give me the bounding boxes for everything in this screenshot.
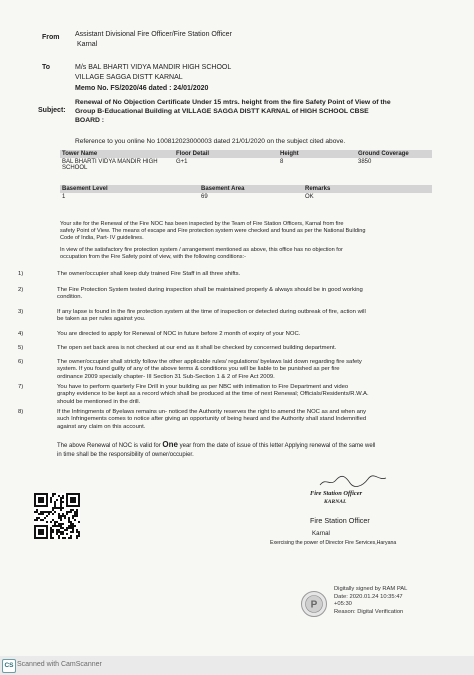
table-header-cell: Height bbox=[278, 150, 356, 158]
paragraph-line: In view of the satisfactory fire protection system / arrangement mentioned as above, this office has no objection for bbox=[60, 247, 343, 253]
condition-line: be taken as per rules against you. bbox=[57, 316, 146, 323]
table-header-row bbox=[60, 185, 432, 193]
building-details-table bbox=[60, 150, 432, 172]
table-header-cell: Remarks bbox=[303, 185, 432, 193]
table-cell: 69 bbox=[201, 194, 208, 200]
table-header-cell: Floor Detail bbox=[174, 150, 278, 158]
reference-text: Reference to you online No 100812023000003 dated 21/01/2020 on the subject cited above. bbox=[75, 138, 346, 145]
table-header-cell: Tower Name bbox=[60, 150, 174, 158]
condition-line: You are directed to apply for Renewal of NOC in future before 2 month of expiry of your NOC. bbox=[57, 331, 301, 337]
condition-line: against any claim on this account. bbox=[57, 423, 146, 430]
signatory-title: Fire Station Officer bbox=[310, 516, 370, 525]
from-line1: Assistant Divisional Fire Officer/Fire Station Officer bbox=[75, 31, 232, 38]
condition-text bbox=[57, 345, 457, 352]
validity-duration: One bbox=[162, 440, 178, 449]
condition-number: 6) bbox=[18, 359, 24, 365]
paragraph-line: occupation from the Fire Safety point of view, with the following conditions:- bbox=[60, 254, 246, 261]
basement-details-table bbox=[60, 185, 432, 201]
validity-line: in time shall be the responsibility of owner/occupier. bbox=[57, 451, 194, 458]
paragraph-line: Your site for the Renewal of the Fire NOC has been inspected by the Team of Fire Station Officers, Karnal from fire bbox=[60, 221, 344, 227]
camscanner-logo-icon: CS bbox=[2, 659, 16, 673]
table-cell: BAL BHARTI VIDYA MANDIR HIGH SCHOOL bbox=[62, 159, 158, 171]
table-header-row bbox=[60, 150, 432, 158]
condition-text bbox=[57, 309, 457, 324]
subject-line3: BOARD : bbox=[75, 117, 105, 124]
table-header-cell: Basement Level bbox=[60, 185, 199, 193]
subject-line1: Renewal of No Objection Certificate Under 15 mtrs. height from the fire Safety Point of View of the bbox=[75, 99, 391, 106]
table-row bbox=[60, 158, 432, 172]
condition-line: condition. bbox=[57, 294, 83, 301]
condition-text bbox=[57, 287, 457, 302]
conditions-intro-paragraph bbox=[60, 247, 450, 261]
digital-signature-seal-icon bbox=[300, 590, 328, 618]
memo-number: Memo No. FS/2020/46 dated : 24/01/2020 bbox=[75, 85, 209, 92]
condition-text bbox=[57, 359, 457, 381]
condition-number: 4) bbox=[18, 331, 24, 337]
condition-number: 3) bbox=[18, 309, 24, 315]
table-cell: 3850 bbox=[358, 159, 372, 165]
official-stamp bbox=[306, 478, 428, 514]
condition-number: 8) bbox=[18, 409, 24, 415]
qr-code bbox=[34, 493, 80, 539]
table-header-cell: Ground Coverage bbox=[356, 150, 432, 158]
to-label: To bbox=[42, 64, 51, 71]
condition-number: 7) bbox=[18, 384, 24, 390]
to-line1: M/s BAL BHARTI VIDYA MANDIR HIGH SCHOOL bbox=[75, 64, 232, 71]
condition-number: 1) bbox=[18, 271, 24, 277]
condition-text bbox=[57, 409, 457, 431]
validity-paragraph bbox=[57, 441, 457, 459]
validity-text: The above Renewal of NOC is valid for bbox=[57, 443, 163, 449]
condition-number: 2) bbox=[18, 287, 24, 293]
signatory-place: Karnal bbox=[312, 530, 330, 537]
condition-line: The owner/occupier shall keep duly trained Fire Staff in all three shifts. bbox=[57, 271, 241, 277]
table-header-cell: Basement Area bbox=[199, 185, 303, 193]
digital-signature-block bbox=[300, 582, 440, 632]
paragraph-line: Code of India, Part- IV guidelines. bbox=[60, 235, 144, 242]
exercising-power-text: Exercising the power of Director Fire Services,Haryana bbox=[270, 540, 397, 546]
table-cell: OK bbox=[305, 194, 314, 200]
dsig-line: Reason: Digital Verification bbox=[334, 608, 404, 615]
condition-line: graphy evidence to be kept as a record which shall be produced at the time of next Renewal; Officials/Residents/R.W.A. bbox=[57, 391, 369, 398]
condition-number: 5) bbox=[18, 345, 24, 351]
condition-line: should be mentioned in the drill. bbox=[57, 398, 141, 405]
condition-line: You have to perform quarterly Fire Drill in your building as per NBC with intimation to Fire Department and video bbox=[57, 384, 349, 390]
table-row bbox=[60, 193, 432, 201]
condition-line: The Fire Protection System tested during inspection shall be maintained properly & always should be in good working bbox=[57, 287, 363, 293]
paragraph-line: safety Point of View. The means of escape and Fire protection system were checked and found as per the National Building bbox=[60, 228, 366, 235]
camscanner-text: Scanned with CamScanner bbox=[17, 661, 102, 668]
dsig-line: Date: 2020.01.24 10:35:47 bbox=[334, 593, 403, 600]
digital-signature-text bbox=[334, 586, 407, 616]
condition-line: ordinance 2009 specially chapter- III Section 31 Sub-Section 1 & 2 of Fire Act 2009. bbox=[57, 373, 275, 380]
condition-line: If any lapse is found in the fire protection system at the time of inspection or detected during outbreak of fire, action will bbox=[57, 309, 366, 315]
table-cell: 1 bbox=[62, 194, 66, 200]
inspection-paragraph bbox=[60, 221, 450, 243]
condition-text bbox=[57, 384, 457, 406]
scanner-footer bbox=[0, 656, 474, 675]
stamp-line1: Fire Station Officer bbox=[310, 490, 363, 497]
validity-text: year from the date of issue of this letter Applying renewal of the same well bbox=[177, 443, 376, 449]
table-cell: G+1 bbox=[176, 159, 188, 165]
subject-line2: Group B-Educational Building at VILLAGE SAGGA DISTT KARNAL of HIGH SCHOOL CBSE bbox=[75, 108, 369, 115]
from-line2: Karnal bbox=[77, 41, 98, 48]
to-line2: VILLAGE SAGGA DISTT KARNAL bbox=[75, 74, 183, 81]
condition-text bbox=[57, 331, 457, 338]
table-cell: 8 bbox=[280, 159, 284, 165]
dsig-line: Digitally signed by RAM PAL bbox=[334, 586, 408, 592]
condition-line: system. If you found guilty of any of the above terms & conditions you will be liable to be punished as per fire bbox=[57, 366, 340, 373]
subject-label: Subject: bbox=[38, 107, 66, 114]
stamp-line2: KARNAL bbox=[324, 499, 347, 505]
validity-line bbox=[57, 441, 457, 451]
dsig-line: +05:30 bbox=[334, 601, 352, 607]
svg-text:P: P bbox=[310, 599, 318, 611]
condition-line: The open set back area is not checked at our end as it shall be checked by concerned building department. bbox=[57, 345, 337, 351]
from-label: From bbox=[42, 34, 60, 41]
condition-line: If the Infringments of Byelaws remains un- noticed the Authority reserves the right to amend the NOC as and when any bbox=[57, 409, 367, 415]
condition-line: The owner/occupier shall strictly follow the other applicable rules/ regulations/ byelaws laid down regarding fire safety bbox=[57, 359, 362, 365]
condition-line: such Infringements comes to notice after giving an opportunity of being heard and the Authority shall stand Indemnified bbox=[57, 416, 367, 423]
condition-text bbox=[57, 271, 457, 278]
